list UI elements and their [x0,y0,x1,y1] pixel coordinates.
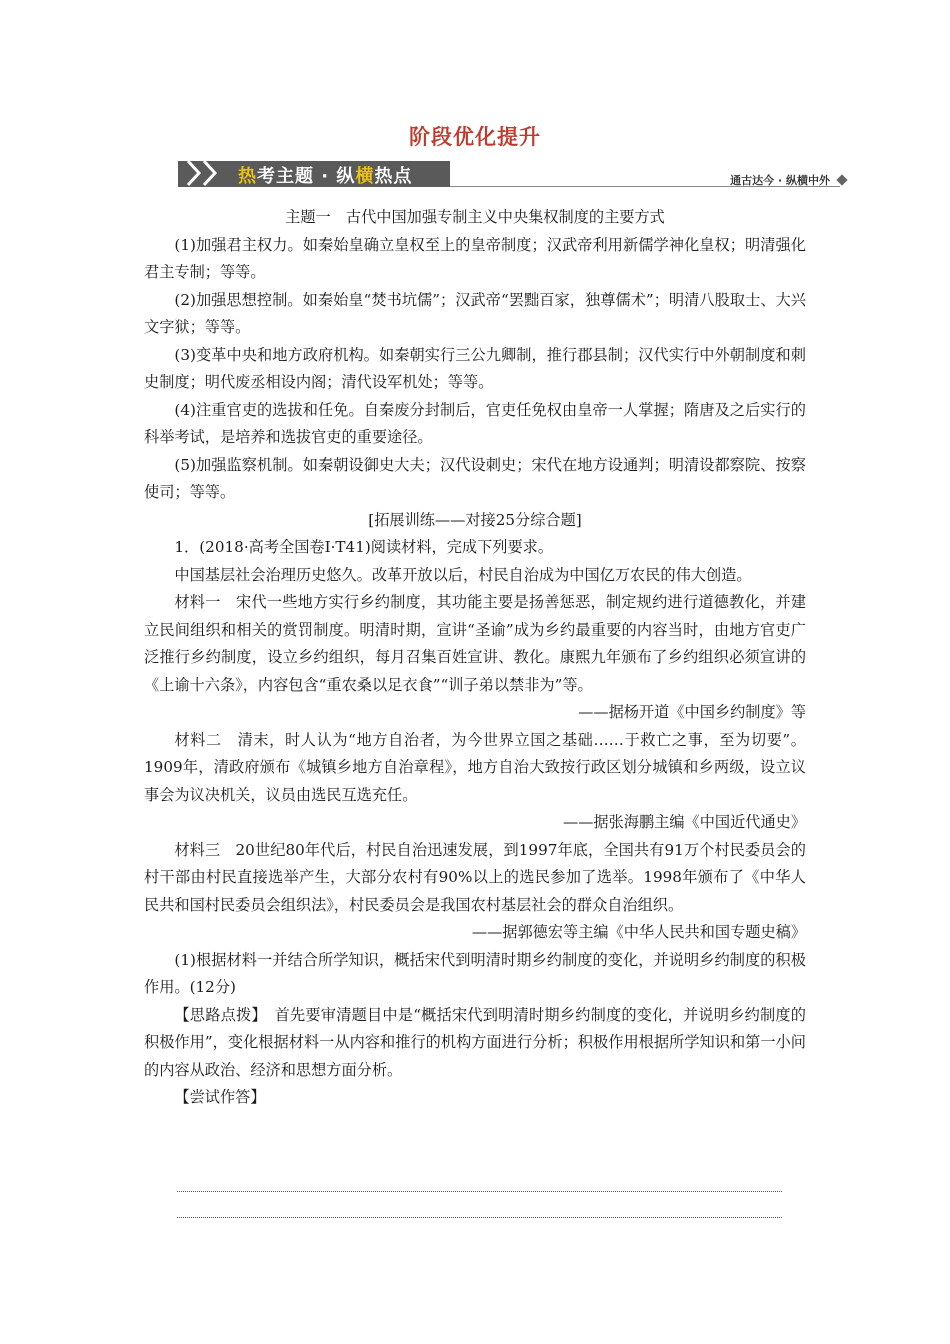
try-label: 【尝试作答】 [174,1088,266,1106]
theme-title: 主题一 古代中国加强专制主义中央集权制度的主要方式 [285,208,665,226]
hint-text: 【思路点拨】 首先要审清题目中是“概括宋代到明清时期乡约制度的变化，并说明乡约制度的积极作用”，变化根据材料一从内容和推行的机构方面进行分析；积极作用根据所学知识和第一小问的内容从政治、经济和思想方面分析。 [144,1005,806,1079]
diamond-icon [836,174,847,185]
point-5: (5)加强监察机制。如秦朝设御史大夫；汉代设刺史；宋代在地方设通判；明清设都察院、按察使司；等等。 [144,455,806,501]
source-3: ——据郭德宏等主编《中华人民共和国专题史稿》 [471,923,806,941]
point-3: (3)变革中央和地方政府机构。如秦朝实行三公九卿制，推行郡县制；汉代实行中外朝制度和刺史制度；明代废丞相设内阁；清代设军机处；等等。 [144,345,806,391]
point-2: (2)加强思想控制。如秦始皇“焚书坑儒”；汉武帝“罢黜百家，独尊儒术”；明清八股取士、大兴文字狱；等等。 [144,290,806,336]
banner-char-rest: 主题 · 纵 [276,166,356,187]
source-2: ——据张海鹏主编《中国近代通史》 [563,813,806,831]
banner-char-hot: 热 [238,166,257,187]
banner-char-kao: 考 [257,166,276,187]
chevron-right-icon [200,158,220,188]
point-1: (1)加强君主权力。如秦始皇确立皇权至上的皇帝制度；汉武帝利用新儒学神化皇权；明清强化君主专制；等等。 [144,235,806,281]
banner-char-heng: 横 [355,166,375,187]
sub-question: (1)根据材料一并结合所学知识，概括宋代到明清时期乡约制度的变化，并说明乡约制度的积极作用。(12分) [144,950,806,996]
banner-slogan: 通古达今 · 纵横中外 [730,174,830,187]
main-content [144,204,806,1112]
question-intro: 1．(2018·高考全国卷Ⅰ·T41)阅读材料，完成下列要求。 [174,538,554,556]
material-1: 材料一 宋代一些地方实行乡约制度，其功能主要是扬善惩恶，制定规约进行道德教化，并建立民间组织和相关的赏罚制度。明清时期，宣讲“圣谕”成为乡约最重要的内容当时，由地方官吏广泛推行乡约制度，设立乡约组织，每月召集百姓宣讲、教化。康熙九年颁布了乡约组织必须宣讲的《上谕十六条》，内容包含“重农桑以足衣食”“训子弟以禁非为”等。 [144,593,806,694]
answer-line[interactable] [177,1191,782,1192]
material-2: 材料二 清末，时人认为“地方自治者，为今世界立国之基础……于救亡之事，至为切要”。1909年，清政府颁布《城镇乡地方自治章程》，地方自治大致按行政区划分城镇和乡两级，设立议事会为议决机关，议员由选民互选充任。 [144,730,806,804]
banner-label [238,162,412,188]
page-title: 阶段优化提升 [409,125,541,149]
material-3: 材料三 20世纪80年代后，村民自治迅速发展，到1997年底，全国共有91万个村民委员会的村干部由村民直接选举产生，大部分农村有90%以上的选民参加了选举。1998年颁布了《中华人民共和国村民委员会组织法》，村民委员会是我国农村基层社会的群众自治组织。 [144,840,806,914]
point-4: (4)注重官吏的选拔和任免。自秦废分封制后，官吏任免权由皇帝一人掌握；隋唐及之后实行的科举考试，是培养和选拔官吏的重要途径。 [144,400,806,446]
source-1: ——据杨开道《中国乡约制度》等 [578,703,806,721]
lead-text: 中国基层社会治理历史悠久。改革开放以后，村民自治成为中国亿万农民的伟大创造。 [174,565,752,584]
banner-char-tail: 热点 [374,166,413,187]
section-banner [178,158,850,190]
answer-line[interactable] [177,1217,782,1218]
exercise-header: [拓展训练——对接25分综合题] [368,510,582,529]
answer-area[interactable] [177,1191,782,1243]
